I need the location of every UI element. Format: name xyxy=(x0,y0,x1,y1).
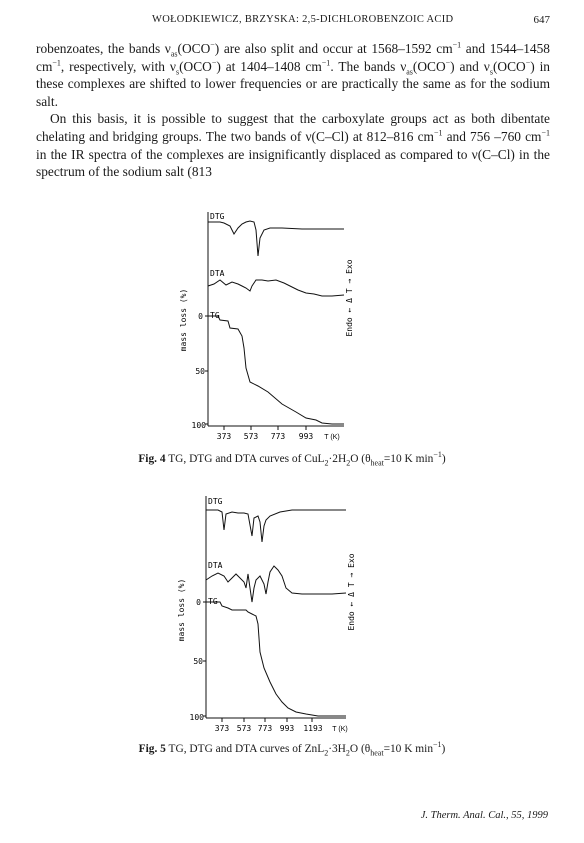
dta-label: DTA xyxy=(210,269,225,278)
text-sub: 2 xyxy=(346,458,351,468)
x-unit-label: T (K) xyxy=(332,726,348,733)
tg-curve xyxy=(208,316,344,424)
text-sub: heat xyxy=(370,458,384,468)
text-sup: − xyxy=(445,58,451,68)
x-tick-label: 993 xyxy=(298,432,314,441)
text-run: ) xyxy=(441,453,446,465)
running-title: WOŁODKIEWICZ, BRZYSKA: 2,5-DICHLOROBENZOIC ACID xyxy=(152,14,454,25)
journal-footer: J. Therm. Anal. Cal., 55, 1999 xyxy=(420,810,548,821)
x-unit-label: T (K) xyxy=(324,434,340,441)
text-sup: −1 xyxy=(433,740,442,750)
text-sup: − xyxy=(210,40,215,50)
text-sub: 2 xyxy=(324,748,329,758)
dtg-label: DTG xyxy=(208,497,223,506)
dtg-curve xyxy=(206,510,346,542)
y-axis-label-left: mass loss (%) xyxy=(179,288,188,352)
text-run: . The bands ν xyxy=(330,58,407,74)
text-sub: s xyxy=(175,67,180,77)
text-run: in the IR spectra of the complexes are insignificantly displaced as compared to ν(C–Cl) in the spectrum of the sodium salt (813 xyxy=(36,146,550,180)
text-sup: −1 xyxy=(452,40,462,50)
text-run: and 1544–1458 cm xyxy=(36,41,550,74)
dtg-label: DTG xyxy=(210,212,225,221)
y-tick-label: 0 xyxy=(198,312,203,321)
figure-5 xyxy=(168,492,378,732)
x-tick-label: 573 xyxy=(243,432,259,441)
y-tick-label: 0 xyxy=(196,598,201,607)
text-run: (OCO xyxy=(492,58,526,74)
text-run: (OCO xyxy=(177,41,211,56)
text-sup: −1 xyxy=(541,128,550,138)
y-axis-label-right: Endo ← Δ T → Exo xyxy=(347,553,356,631)
figure-4-caption xyxy=(0,450,584,468)
tg-label: TG xyxy=(208,597,218,606)
y-tick-label: 100 xyxy=(191,421,206,430)
text-sup: −1 xyxy=(433,450,442,460)
page-number: 647 xyxy=(533,14,550,26)
figure-4 xyxy=(172,208,372,448)
text-run: robenzoates, the bands ν xyxy=(36,41,171,56)
dta-curve xyxy=(206,566,346,602)
text-sup: − xyxy=(525,58,531,68)
x-tick-label: 573 xyxy=(236,724,252,733)
x-tick-label: 1193 xyxy=(303,724,323,733)
y-axis-label-left: mass loss (%) xyxy=(177,578,186,642)
dta-curve xyxy=(208,280,344,296)
text-run: TG, DTG and DTA curves of ZnL xyxy=(165,743,325,755)
text-sub: as xyxy=(170,49,178,59)
figure-5-plot xyxy=(168,492,378,732)
text-run: ) and ν xyxy=(450,58,490,74)
text-sub: 2 xyxy=(345,748,350,758)
text-run: (OCO xyxy=(179,58,212,74)
text-run: O (θ xyxy=(350,453,371,465)
text-run: ) xyxy=(441,743,446,755)
figure-4-plot xyxy=(172,208,372,448)
running-header xyxy=(36,14,550,28)
x-tick-label: 373 xyxy=(216,432,232,441)
dta-label: DTA xyxy=(208,561,223,570)
text-run: On this basis, it is possible to suggest that the carboxylate groups act as both dibentate chelating and bridging groups. The two bands of ν(C–Cl) at 812–816 cm xyxy=(36,111,550,144)
x-tick-label: 773 xyxy=(270,432,286,441)
text-run: =10 K min xyxy=(383,453,434,465)
y-tick-label: 100 xyxy=(189,713,204,722)
y-tick-label: 50 xyxy=(193,657,203,666)
paragraph-1 xyxy=(36,40,550,110)
text-run: O (θ xyxy=(349,743,371,755)
figure-5-label: Fig. 5 xyxy=(138,743,166,755)
text-sup: −1 xyxy=(433,128,443,138)
dtg-curve xyxy=(208,221,344,256)
text-sup: −1 xyxy=(52,58,61,68)
text-sub: as xyxy=(406,67,413,77)
text-run: ) at 1404–1408 cm xyxy=(216,58,322,74)
text-run: and 756 –760 cm xyxy=(442,128,542,144)
text-sub: heat xyxy=(370,748,384,758)
figure-5-caption xyxy=(0,740,584,758)
y-tick-label: 50 xyxy=(195,367,205,376)
tg-label: TG xyxy=(210,311,220,320)
body-text xyxy=(36,40,550,181)
text-run: ) are also split and occur at 1568–1592 cm xyxy=(214,41,453,56)
text-sub: 2 xyxy=(324,458,329,468)
tg-curve xyxy=(206,602,346,716)
text-sup: − xyxy=(211,58,217,68)
text-run: (OCO xyxy=(412,58,446,74)
text-run: ·2H xyxy=(328,453,347,465)
y-axis-label-right: Endo ← Δ T → Exo xyxy=(345,259,354,337)
text-run: ·3H xyxy=(328,743,346,755)
x-tick-label: 773 xyxy=(257,724,273,733)
figure-4-label: Fig. 4 xyxy=(138,453,166,465)
x-tick-label: 373 xyxy=(214,724,230,733)
text-run: , respectively, with ν xyxy=(60,58,176,74)
text-run: =10 K min xyxy=(383,743,434,755)
text-sub: s xyxy=(489,67,493,77)
text-sup: −1 xyxy=(321,58,331,68)
text-run: ) in these complexes are shifted to lower frequencies or are practically the same as for the sodium salt. xyxy=(36,58,550,109)
text-run: TG, DTG and DTA curves of CuL xyxy=(165,453,325,465)
x-tick-label: 993 xyxy=(279,724,295,733)
paragraph-2 xyxy=(36,110,550,180)
